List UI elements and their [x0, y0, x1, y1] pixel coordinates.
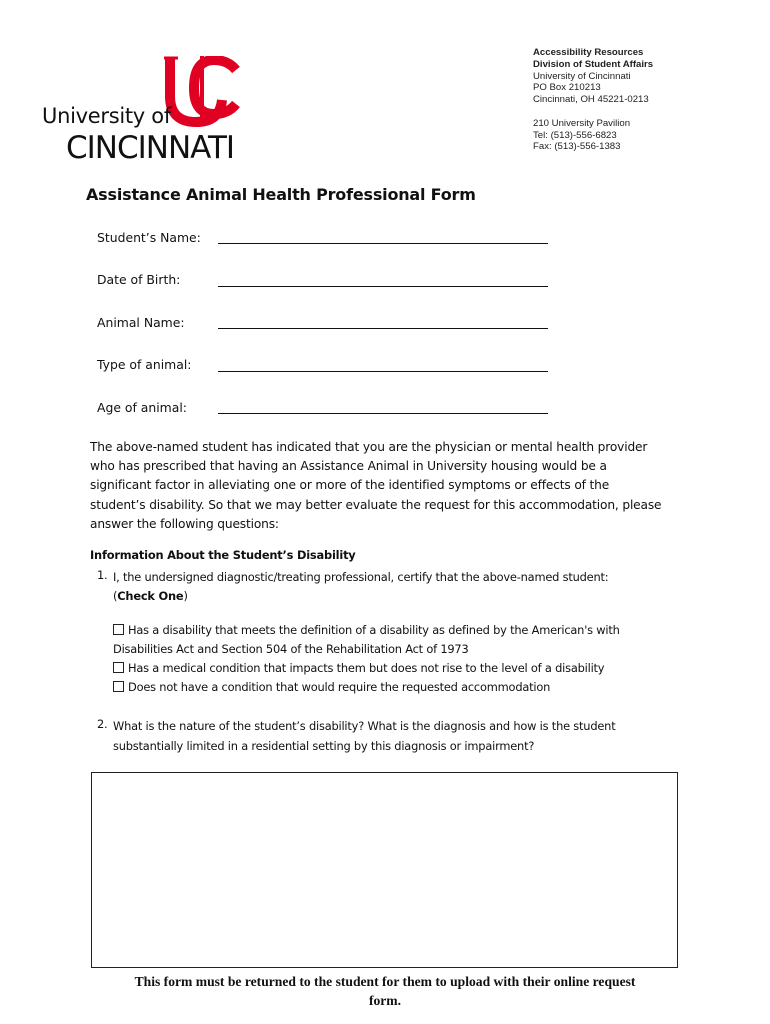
- office-address-block: [533, 47, 653, 153]
- question-2-answer-box[interactable]: [91, 772, 678, 968]
- footer-note: This form must be returned to the student for them to upload with their online request form.: [134, 974, 636, 1008]
- division-name: Division of Student Affairs: [533, 58, 654, 70]
- student-name-label: Student’s Name:: [97, 230, 201, 245]
- animal-name-field[interactable]: [218, 328, 548, 329]
- checkbox-no-condition[interactable]: [113, 681, 124, 692]
- checkbox-medical-condition[interactable]: [113, 662, 124, 673]
- question-1-number: 1.: [97, 568, 108, 582]
- po-box: PO Box 210213: [533, 82, 601, 94]
- form-title: Assistance Animal Health Professional Form: [86, 185, 476, 204]
- check-one-instruction: (Check One): [113, 589, 188, 603]
- university-name: University of Cincinnati: [533, 70, 631, 82]
- question-1-text: I, the undersigned diagnostic/treating professional, certify that the above-named student: (Check One): [113, 568, 673, 606]
- option-no-condition: Does not have a condition that would require the requested accommodation: [113, 678, 673, 697]
- logo-line-university-of: University of: [42, 104, 171, 128]
- option-medical-condition: Has a medical condition that impacts them but does not rise to the level of a disability: [113, 659, 673, 678]
- uc-monogram-icon: [162, 56, 242, 128]
- telephone: Tel: (513)-556-6823: [533, 129, 617, 141]
- age-of-animal-label: Age of animal:: [97, 400, 187, 415]
- option-has-disability: Has a disability that meets the definition of a disability as defined by the American's with Disabilities Act and Section 504 of the Rehabilitation Act of 1973: [113, 623, 620, 656]
- university-logo: [40, 56, 270, 166]
- date-of-birth-field[interactable]: [218, 286, 548, 287]
- office-name: Accessibility Resources: [533, 47, 644, 58]
- date-of-birth-label: Date of Birth:: [97, 272, 181, 287]
- logo-line-cincinnati: CINCINNATI: [66, 130, 235, 166]
- question-2-text: What is the nature of the student’s disability? What is the diagnosis and how is the student substantially limited in a residential setting by this diagnosis or impairment?: [113, 719, 616, 753]
- question-2-number: 2.: [97, 717, 108, 731]
- fax: Fax: (513)-556-1383: [533, 141, 621, 153]
- checkbox-has-disability[interactable]: [113, 624, 124, 635]
- type-of-animal-field[interactable]: [218, 371, 548, 372]
- section-heading: Information About the Student’s Disability: [90, 548, 356, 562]
- building-line: 210 University Pavilion: [533, 117, 631, 129]
- city-line: Cincinnati, OH 45221-0213: [533, 94, 649, 106]
- age-of-animal-field[interactable]: [218, 413, 548, 414]
- type-of-animal-label: Type of animal:: [97, 357, 192, 372]
- intro-paragraph: The above-named student has indicated that you are the physician or mental health provider who has prescribed that having an Assistance Animal in University housing would be a significant factor in alleviating one or more of the identified symptoms or effects of the student’s disability. So that we may better evaluate the request for this accommodation, please answer the following questions:: [90, 440, 662, 531]
- student-name-field[interactable]: [218, 243, 548, 244]
- animal-name-label: Animal Name:: [97, 315, 185, 330]
